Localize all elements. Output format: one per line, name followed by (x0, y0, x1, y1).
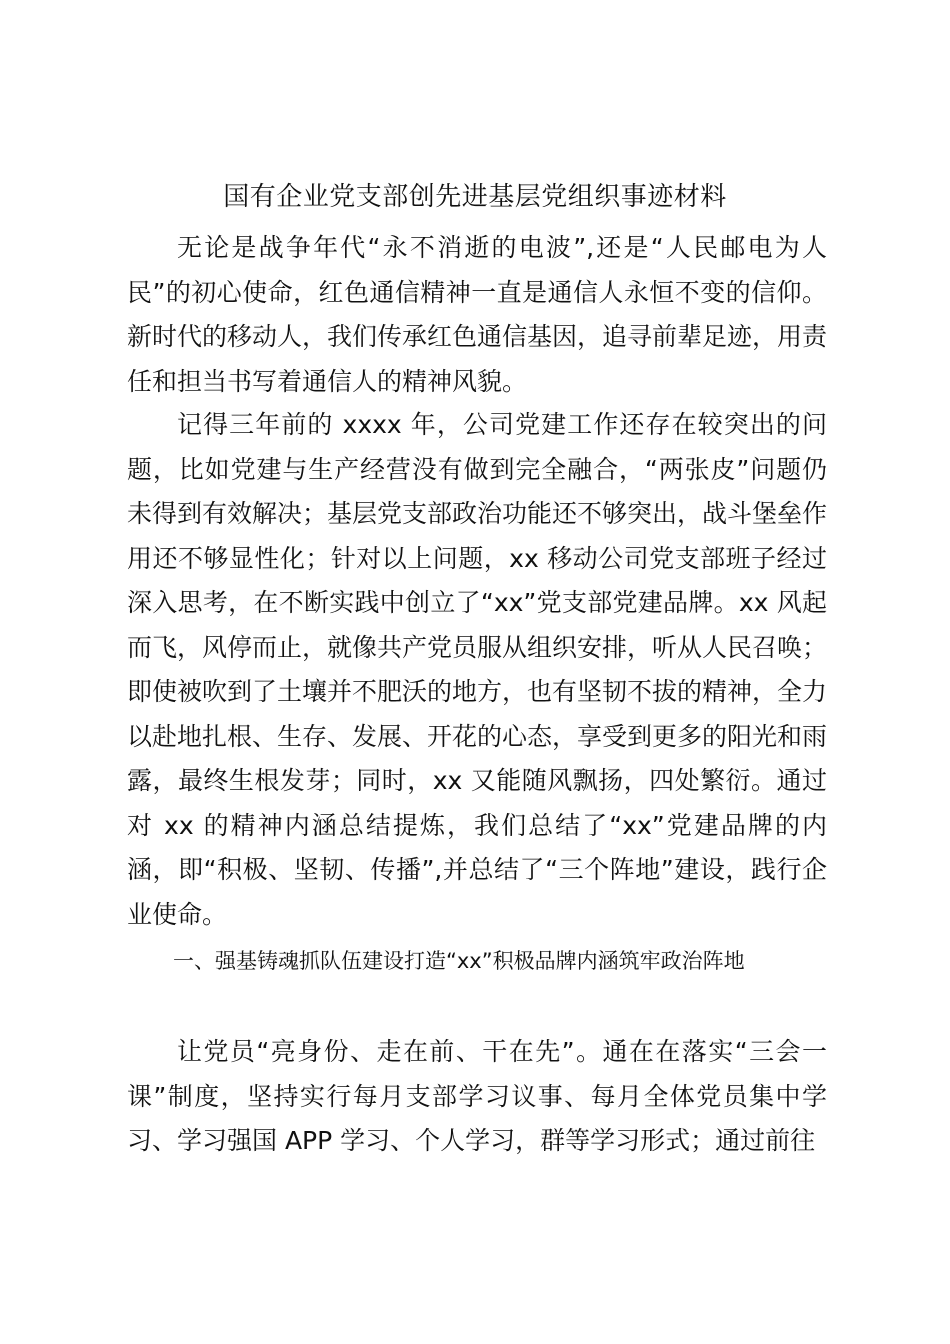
paragraph-1: 无论是战争年代“永不消逝的电波”,还是“人民邮电为人民”的初心使命，红色通信精神一直是通信人永恒不变的信仰。新时代的移动人，我们传承红色通信基因，追寻前辈足迹，用责任和担当书写着通信人的精神风貌。 (127, 233, 828, 396)
section-heading: 一、强基铸魂抓队伍建设打造“xx”积极品牌内涵筑牢政治阵地 (173, 949, 745, 973)
document-title: 国有企业党支部创先进基层党组织事迹材料 (223, 182, 727, 212)
paragraph-2-container (127, 403, 827, 937)
section-paragraph-container (127, 1030, 827, 1164)
paragraph-2: 记得三年前的 xxxx 年，公司党建工作还存在较突出的问题，比如党建与生产经营没有做到完全融合，“两张皮”问题仍未得到有效解决；基层党支部政治功能还不够突出，战斗堡垒作用还不够显性化；针对以上问题，xx 移动公司党支部班子经过深入思考，在不断实践中创立了“xx”党支部党建品牌。xx 风起而飞，风停而止，就像共产党员服从组织安排，听从人民召唤；即使被吹到了土壤并不肥沃的地方，也有坚韧不拔的精神，全力以赴地扎根、生存、发展、开花的心态，享受到更多的阳光和雨露，最终生根发芽；同时，xx 又能随风飘扬，四处繁衍。通过对 xx 的精神内涵总结提炼，我们总结了“xx”党建品牌的内涵，即“积极、坚韧、传播”,并总结了“三个阵地”建设，践行企业使命。 (127, 410, 828, 929)
paragraph-1-container (127, 226, 827, 404)
section-heading-container (127, 938, 827, 984)
section-paragraph: 让党员“亮身份、走在前、干在先”。通在在落实“三会一课”制度，坚持实行每月支部学习议事、每月全体党员集中学习、学习强国 APP 学习、个人学习，群等学习形式；通过前往 (127, 1037, 827, 1155)
